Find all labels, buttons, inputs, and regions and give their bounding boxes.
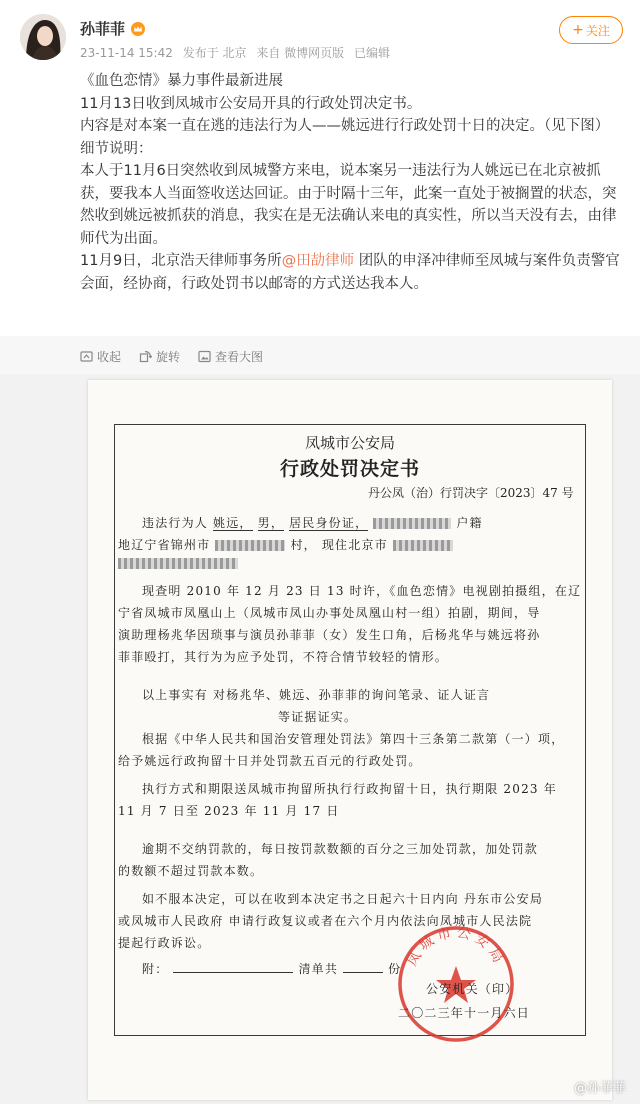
- doc-line: 菲菲殴打，其行为为应予处罚，不符合情节较轻的情形。: [118, 650, 449, 664]
- doc-line: 宁省凤城市凤凰山上（凤城市凤山办事处凤凰山村一组）拍剧，期间，导: [118, 606, 541, 620]
- doc-authority-title: 凤城市公安局: [304, 434, 395, 452]
- doc-offender-line: [142, 514, 483, 531]
- doc-address-line2: [118, 556, 238, 570]
- post-header: [0, 0, 640, 64]
- plus-icon: +: [572, 22, 584, 38]
- collapse-icon: [80, 350, 93, 363]
- doc-text: 附：: [142, 962, 169, 976]
- post-source: 来自 微博网页版: [256, 46, 345, 60]
- doc-text: 清单共: [298, 962, 339, 976]
- rotate-icon: [139, 350, 152, 363]
- document-paper: [88, 380, 612, 1100]
- doc-title: 行政处罚决定书: [279, 458, 420, 480]
- doc-text: 村，: [290, 538, 317, 552]
- post-text: [80, 70, 620, 295]
- doc-line: 以上事实有 对杨兆华、姚远、孙菲菲的询问笔录、证人证言: [142, 688, 491, 702]
- avatar[interactable]: [20, 14, 66, 60]
- doc-seal-authority: 公安机关（印）: [426, 982, 519, 996]
- doc-line: 逾期不交纳罚款的，每日按罚款数额的百分之三加处罚款，加处罚款: [142, 842, 539, 856]
- follow-label: 关注: [585, 23, 610, 38]
- name-row: [80, 18, 145, 39]
- redaction: [373, 518, 451, 529]
- post-text-prefix: 11月9日，北京浩天律师事务所: [80, 253, 282, 269]
- doc-line: 给予姚远行政拘留十日并处罚款五百元的行政处罚。: [118, 754, 422, 768]
- mention-link[interactable]: @田劼律师: [281, 253, 355, 269]
- doc-text: 现住北京市: [321, 538, 388, 552]
- redaction: [118, 558, 238, 569]
- collapse-label: 收起: [97, 350, 122, 364]
- doc-attachment-line: [142, 960, 401, 977]
- doc-text: 份: [388, 962, 402, 976]
- doc-text: 姚远，: [213, 516, 253, 530]
- document-image[interactable]: [0, 374, 640, 1104]
- post-meta: [80, 44, 396, 61]
- crown-icon: [131, 22, 145, 36]
- view-large-icon: [198, 350, 211, 363]
- doc-line: 演助理杨兆华因琐事与演员孙菲菲（女）发生口角，后杨兆华与姚远将孙: [118, 628, 541, 642]
- doc-line: 11 月 7 日至 2023 年 11 月 17 日: [118, 804, 340, 818]
- follow-button[interactable]: [559, 16, 623, 44]
- post-location: 发布于 北京: [182, 46, 247, 60]
- post-paragraph: 本人于11月6日突然收到凤城警方来电，说本案另一违法行为人姚远已在北京被抓获，要我本人当面签收送达回证。由于时隔十三年，此案一直处于被搁置的状态，突然收到姚远被抓获的消息，我实在是无法确认来电的真实性，所以当天没有去，由律师代为出面。: [80, 163, 617, 247]
- post-paragraph: 内容是对本案一直在逃的违法行为人——姚远进行行政处罚十日的决定。（见下图）: [80, 118, 610, 134]
- doc-text: 户籍: [456, 516, 483, 530]
- media-toolbar: [0, 336, 640, 374]
- doc-line: 现查明 2010 年 12 月 23 日 13 时许，《血色恋情》电视剧拍摄组，在辽: [142, 584, 582, 598]
- redaction: [393, 540, 453, 551]
- post-time[interactable]: 23-11-14 15:42: [80, 46, 173, 60]
- doc-line: 根据《中华人民共和国治安管理处罚法》第四十三条第二款第（一）项，: [142, 732, 565, 746]
- user-name[interactable]: 孙菲菲: [80, 20, 126, 38]
- doc-number: 丹公凤（治）行罚决字〔2023〕47 号: [368, 486, 574, 500]
- collapse-button[interactable]: [80, 348, 121, 365]
- doc-line: 执行方式和期限送凤城市拘留所执行行政拘留十日，执行期限 2023 年: [142, 782, 557, 796]
- doc-blank: [173, 972, 293, 973]
- post-paragraph-last: [80, 250, 620, 295]
- doc-address-line: [118, 536, 453, 553]
- doc-text: 男，: [257, 516, 285, 530]
- doc-text: 地辽宁省锦州市: [118, 538, 211, 552]
- doc-line: 提起行政诉讼。: [118, 936, 211, 950]
- image-watermark: @孙菲菲: [573, 1081, 626, 1096]
- rotate-label: 旋转: [156, 350, 181, 364]
- edited-label[interactable]: 已编辑: [354, 46, 391, 60]
- view-large-label: 查看大图: [215, 350, 264, 364]
- post-paragraph: 11月13日收到凤城市公安局开具的行政处罚决定书。: [80, 95, 422, 112]
- view-large-button[interactable]: [198, 348, 263, 365]
- post-text-suffix: 团队的申泽冲律师至凤城与案件负责警官会面，经协商，行政处罚书以邮寄的方式送达我本人。: [80, 253, 620, 292]
- doc-line: 或凤城市人民政府 申请行政复议或者在六个月内依法向凤城市人民法院: [118, 914, 533, 928]
- seal-text: 凤城市公安局: [404, 924, 508, 970]
- doc-text: 违法行为人: [142, 516, 209, 530]
- post-paragraph: 《血色恋情》暴力事件最新进展: [80, 73, 283, 89]
- doc-blank: [343, 972, 383, 973]
- doc-text: 居民身份证，: [289, 516, 369, 530]
- redaction: [215, 540, 285, 551]
- doc-line: 如不服本决定，可以在收到本决定书之日起六十日内向 丹东市公安局: [142, 892, 544, 906]
- rotate-button[interactable]: [139, 348, 180, 365]
- post-paragraph: 细节说明：: [80, 140, 153, 157]
- doc-date: 二〇二三年十一月六日: [398, 1006, 531, 1020]
- doc-line: 等证据证实。: [278, 710, 358, 724]
- doc-line: 的数额不超过罚款本数。: [118, 864, 264, 878]
